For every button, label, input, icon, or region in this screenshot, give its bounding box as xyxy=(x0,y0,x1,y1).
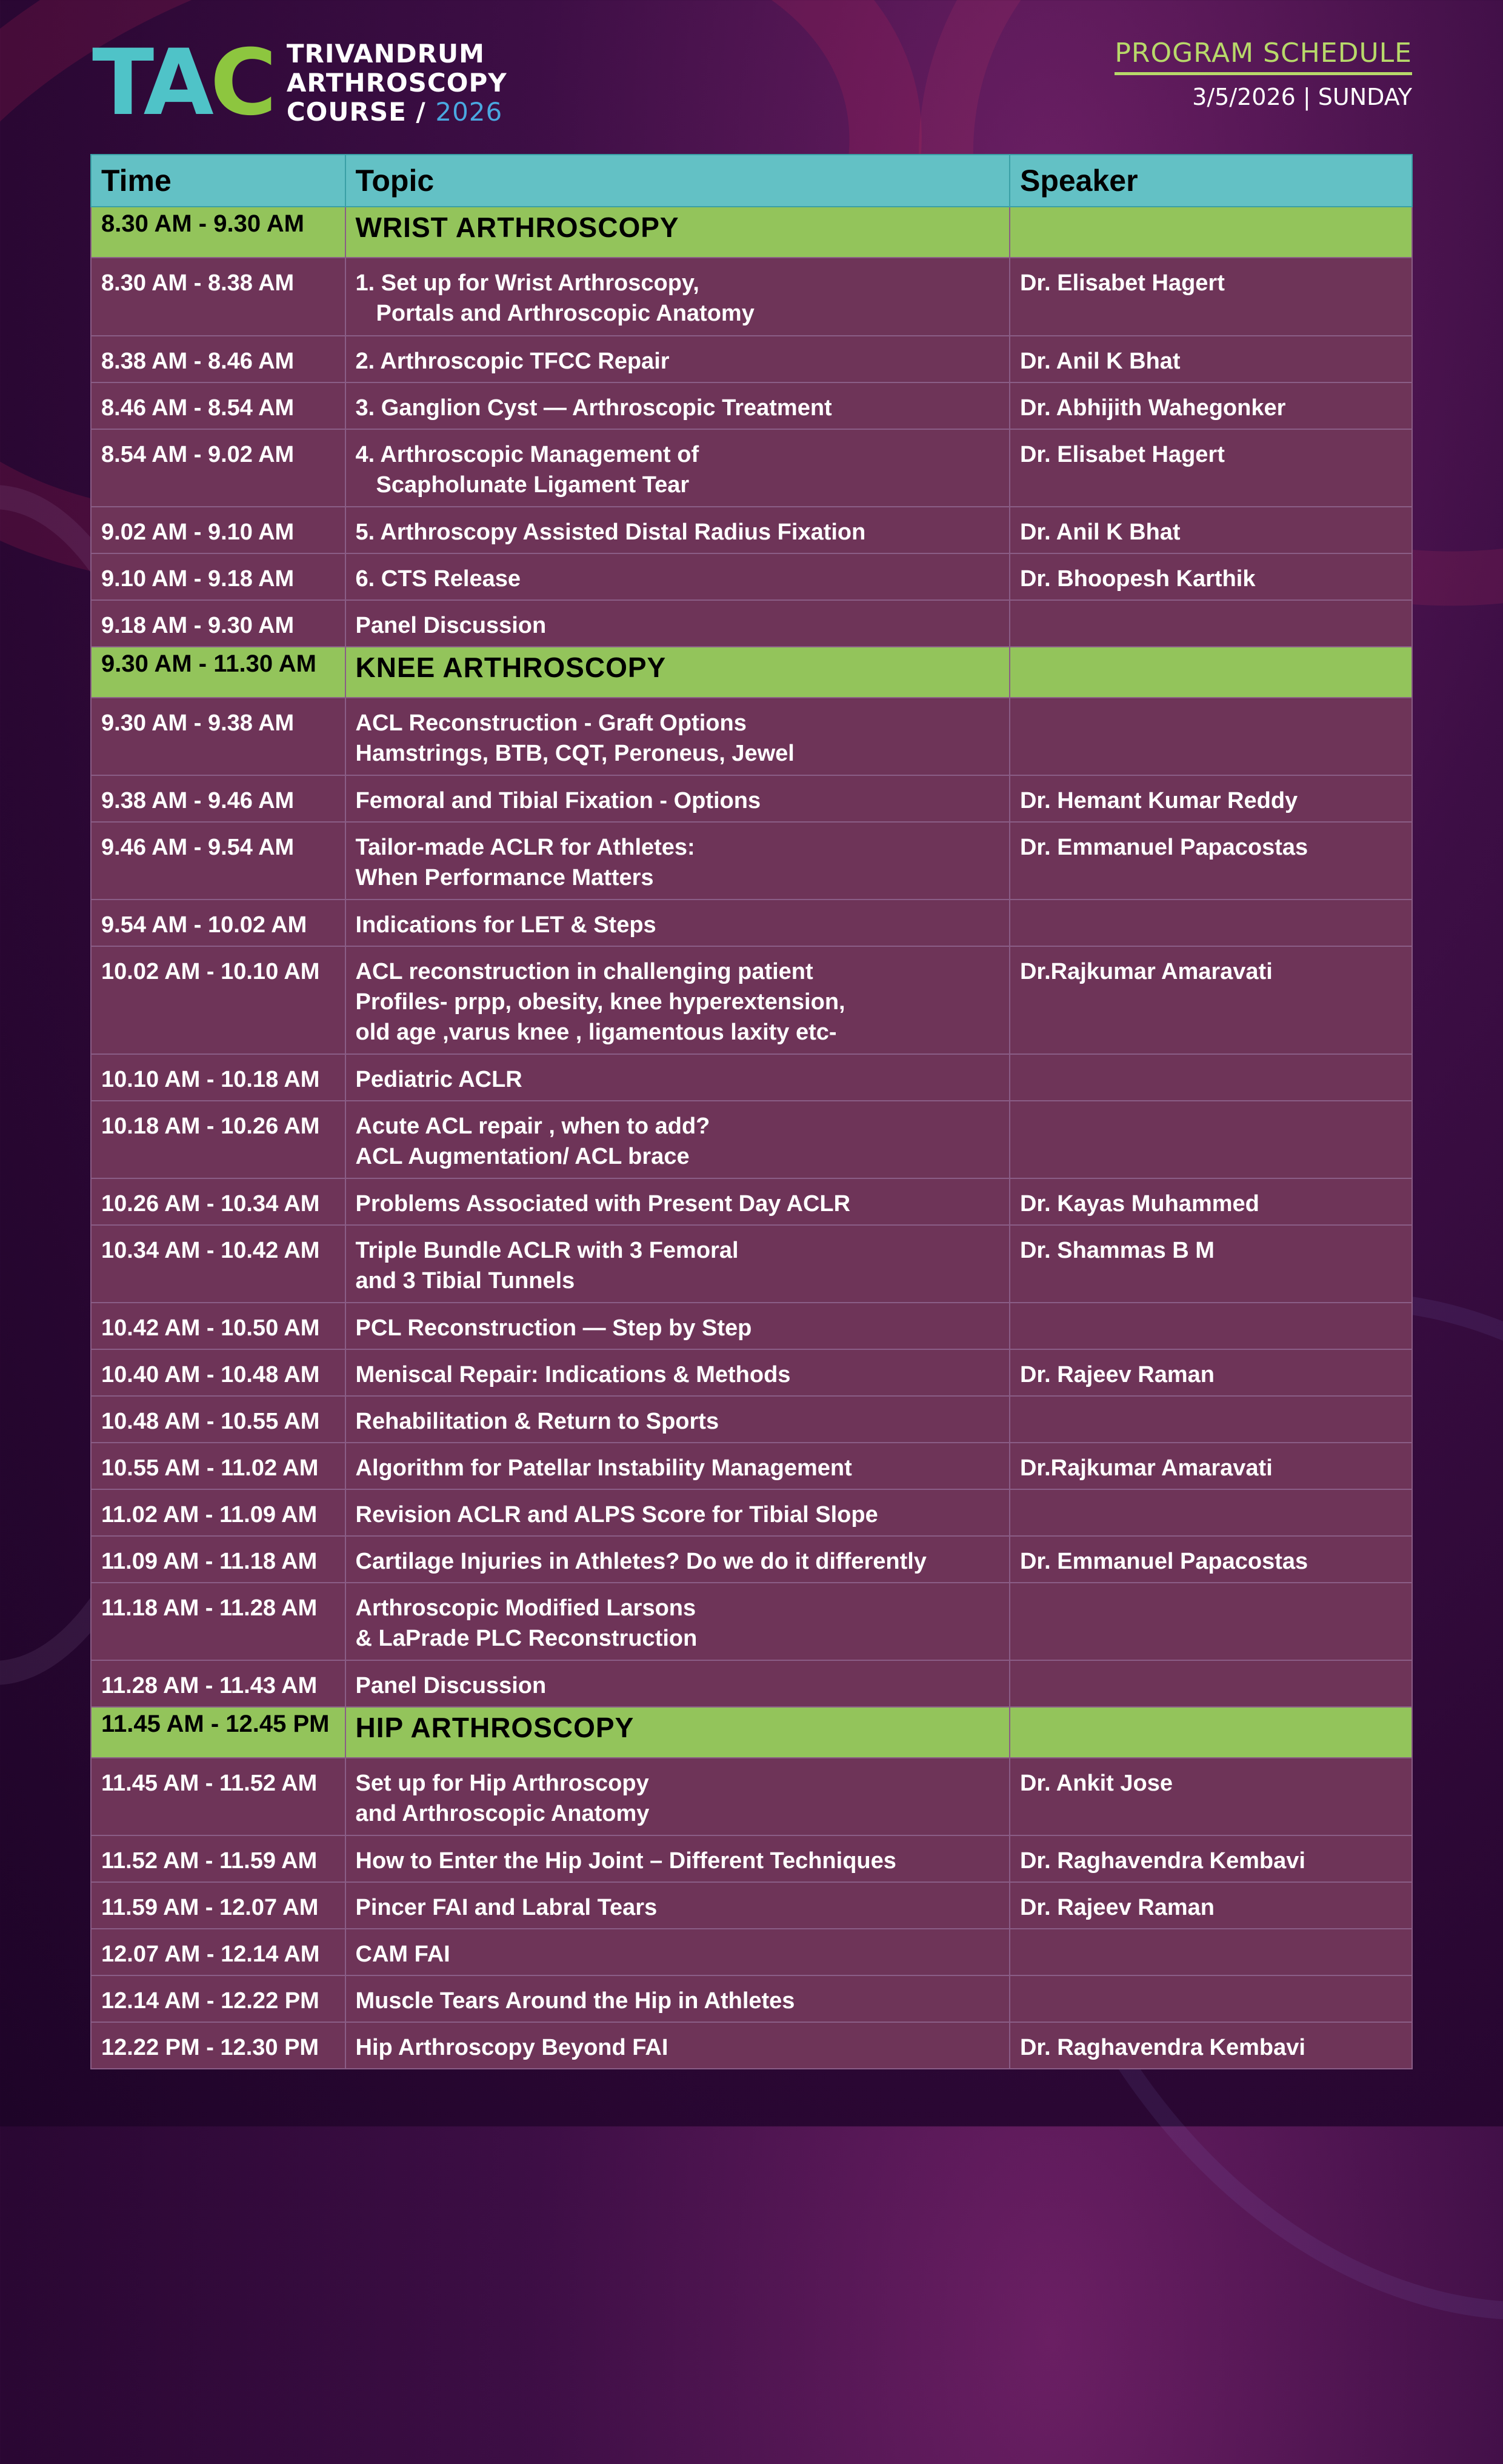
time-cell: 10.34 AM - 10.42 AM xyxy=(91,1225,345,1303)
schedule-title: PROGRAM SCHEDULE xyxy=(1115,38,1412,75)
time-cell: 8.54 AM - 9.02 AM xyxy=(91,429,345,507)
topic-cell xyxy=(345,1835,1010,1882)
topic-cell xyxy=(345,258,1010,336)
course-logo xyxy=(92,30,507,136)
topic-line: Hamstrings, BTB, CQT, Peroneus, Jewel xyxy=(355,741,795,766)
table-row xyxy=(91,1536,1412,1583)
time-cell: 11.52 AM - 11.59 AM xyxy=(91,1835,345,1882)
topic-line: 3. Ganglion Cyst — Arthroscopic Treatment xyxy=(355,395,832,421)
table-row xyxy=(91,553,1412,600)
time-cell: 12.22 PM - 12.30 PM xyxy=(91,2022,345,2069)
topic-cell xyxy=(345,1178,1010,1225)
table-row xyxy=(91,1396,1412,1443)
topic-line: Set up for Hip Arthroscopy xyxy=(355,1771,649,1796)
topic-line: ACL Augmentation/ ACL brace xyxy=(355,1144,690,1169)
table-row xyxy=(91,1225,1412,1303)
table-row xyxy=(91,1835,1412,1882)
topic-cell xyxy=(345,775,1010,822)
topic-cell xyxy=(345,1758,1010,1835)
topic-line: HIP ARTHROSCOPY xyxy=(355,1712,635,1743)
table-row xyxy=(91,1660,1412,1707)
time-cell: 11.28 AM - 11.43 AM xyxy=(91,1660,345,1707)
topic-line: How to Enter the Hip Joint – Different Techniques xyxy=(355,1848,896,1874)
time-cell: 11.45 AM - 11.52 AM xyxy=(91,1758,345,1835)
topic-line: 4. Arthroscopic Management of xyxy=(355,442,699,467)
table-row xyxy=(91,1101,1412,1178)
time-cell: 10.40 AM - 10.48 AM xyxy=(91,1349,345,1396)
time-cell: 9.30 AM - 9.38 AM xyxy=(91,698,345,775)
topic-cell xyxy=(345,1882,1010,1929)
topic-line: When Performance Matters xyxy=(355,865,654,890)
logo-mark: TAC xyxy=(92,30,273,136)
topic-line: 1. Set up for Wrist Arthroscopy, xyxy=(355,270,699,296)
topic-line: Problems Associated with Present Day ACLR xyxy=(355,1191,851,1217)
topic-line: WRIST ARTHROSCOPY xyxy=(355,212,679,243)
table-row xyxy=(91,1882,1412,1929)
column-header-topic: Topic xyxy=(345,155,1010,207)
speaker-cell: Dr. Raghavendra Kembavi xyxy=(1010,1835,1412,1882)
speaker-cell: Dr. Hemant Kumar Reddy xyxy=(1010,775,1412,822)
section-title-cell xyxy=(345,207,1010,258)
time-cell: 10.55 AM - 11.02 AM xyxy=(91,1443,345,1489)
section-row xyxy=(91,207,1412,258)
table-row xyxy=(91,258,1412,336)
topic-cell xyxy=(345,553,1010,600)
topic-line: and 3 Tibial Tunnels xyxy=(355,1268,575,1294)
topic-line: Acute ACL repair , when to add? xyxy=(355,1113,710,1139)
topic-line: old age ,varus knee , ligamentous laxity etc- xyxy=(355,1020,837,1045)
time-cell: 9.54 AM - 10.02 AM xyxy=(91,900,345,946)
table-row xyxy=(91,1975,1412,2022)
topic-cell xyxy=(345,1054,1010,1101)
table-row xyxy=(91,775,1412,822)
topic-line: Femoral and Tibial Fixation - Options xyxy=(355,788,761,813)
time-cell: 11.45 AM - 12.45 PM xyxy=(91,1707,345,1758)
topic-line: ACL Reconstruction - Graft Options xyxy=(355,710,747,736)
time-cell: 9.18 AM - 9.30 AM xyxy=(91,600,345,647)
speaker-cell: Dr. Elisabet Hagert xyxy=(1010,258,1412,336)
column-header-speaker: Speaker xyxy=(1010,155,1412,207)
speaker-cell xyxy=(1010,900,1412,946)
topic-line: Revision ACLR and ALPS Score for Tibial Slope xyxy=(355,1502,878,1527)
speaker-cell xyxy=(1010,1396,1412,1443)
time-cell: 9.38 AM - 9.46 AM xyxy=(91,775,345,822)
section-title-cell xyxy=(345,1707,1010,1758)
topic-cell xyxy=(345,1660,1010,1707)
time-cell: 8.30 AM - 9.30 AM xyxy=(91,207,345,258)
table-row xyxy=(91,1178,1412,1225)
topic-line: 5. Arthroscopy Assisted Distal Radius Fixation xyxy=(355,519,866,545)
speaker-cell xyxy=(1010,1054,1412,1101)
topic-cell xyxy=(345,600,1010,647)
time-cell: 11.09 AM - 11.18 AM xyxy=(91,1536,345,1583)
schedule-date: 3/5/2026 | SUNDAY xyxy=(1192,84,1412,110)
time-cell: 10.18 AM - 10.26 AM xyxy=(91,1101,345,1178)
time-cell: 11.02 AM - 11.09 AM xyxy=(91,1489,345,1536)
logo-year: 2026 xyxy=(435,97,503,127)
table-row xyxy=(91,2022,1412,2069)
speaker-cell: Dr. Emmanuel Papacostas xyxy=(1010,1536,1412,1583)
program-schedule-table xyxy=(90,154,1413,2069)
topic-line: Arthroscopic Modified Larsons xyxy=(355,1595,696,1621)
speaker-cell: Dr. Rajeev Raman xyxy=(1010,1349,1412,1396)
topic-line: Meniscal Repair: Indications & Methods xyxy=(355,1362,791,1387)
logo-line-1: TRIVANDRUM xyxy=(286,39,485,68)
topic-cell xyxy=(345,1225,1010,1303)
table-row xyxy=(91,336,1412,382)
topic-line: Algorithm for Patellar Instability Management xyxy=(355,1455,852,1481)
time-cell: 9.30 AM - 11.30 AM xyxy=(91,647,345,698)
speaker-cell: Dr. Bhoopesh Karthik xyxy=(1010,553,1412,600)
speaker-cell: Dr. Abhijith Wahegonker xyxy=(1010,382,1412,429)
speaker-cell: Dr. Anil K Bhat xyxy=(1010,507,1412,553)
topic-cell xyxy=(345,1489,1010,1536)
topic-cell xyxy=(345,1349,1010,1396)
speaker-cell xyxy=(1010,1583,1412,1660)
column-header-time: Time xyxy=(91,155,345,207)
time-cell: 10.48 AM - 10.55 AM xyxy=(91,1396,345,1443)
speaker-cell xyxy=(1010,1660,1412,1707)
table-row xyxy=(91,1349,1412,1396)
time-cell: 8.30 AM - 8.38 AM xyxy=(91,258,345,336)
topic-cell xyxy=(345,1303,1010,1349)
time-cell: 9.10 AM - 9.18 AM xyxy=(91,553,345,600)
topic-cell xyxy=(345,822,1010,900)
speaker-cell xyxy=(1010,1489,1412,1536)
time-cell: 11.59 AM - 12.07 AM xyxy=(91,1882,345,1929)
topic-line: Tailor-made ACLR for Athletes: xyxy=(355,835,695,860)
topic-cell xyxy=(345,507,1010,553)
speaker-cell xyxy=(1010,647,1412,698)
topic-line: & LaPrade PLC Reconstruction xyxy=(355,1626,698,1651)
topic-line: Muscle Tears Around the Hip in Athletes xyxy=(355,1988,795,2014)
speaker-cell xyxy=(1010,1975,1412,2022)
table-row xyxy=(91,1303,1412,1349)
table-row xyxy=(91,1054,1412,1101)
table-row xyxy=(91,946,1412,1054)
speaker-cell: Dr. Rajeev Raman xyxy=(1010,1882,1412,1929)
topic-cell xyxy=(345,336,1010,382)
table-row xyxy=(91,429,1412,507)
table-row xyxy=(91,382,1412,429)
speaker-cell xyxy=(1010,1707,1412,1758)
topic-line: Panel Discussion xyxy=(355,1673,547,1698)
table-row xyxy=(91,1443,1412,1489)
topic-line: Profiles- prpp, obesity, knee hyperextension, xyxy=(355,989,845,1015)
speaker-cell: Dr. Anil K Bhat xyxy=(1010,336,1412,382)
time-cell: 9.46 AM - 9.54 AM xyxy=(91,822,345,900)
time-cell: 11.18 AM - 11.28 AM xyxy=(91,1583,345,1660)
topic-line: 6. CTS Release xyxy=(355,566,521,592)
table-row xyxy=(91,1583,1412,1660)
speaker-cell xyxy=(1010,600,1412,647)
topic-cell xyxy=(345,946,1010,1054)
topic-cell xyxy=(345,1929,1010,1975)
topic-cell xyxy=(345,1536,1010,1583)
speaker-cell xyxy=(1010,698,1412,775)
table-row xyxy=(91,822,1412,900)
table-row xyxy=(91,1489,1412,1536)
topic-line: Pediatric ACLR xyxy=(355,1067,522,1092)
table-row xyxy=(91,600,1412,647)
speaker-cell: Dr.Rajkumar Amaravati xyxy=(1010,946,1412,1054)
table-row xyxy=(91,507,1412,553)
topic-cell xyxy=(345,1443,1010,1489)
time-cell: 12.14 AM - 12.22 PM xyxy=(91,1975,345,2022)
logo-text xyxy=(287,39,507,127)
topic-line: PCL Reconstruction — Step by Step xyxy=(355,1315,752,1341)
topic-line: Indications for LET & Steps xyxy=(355,912,656,938)
topic-cell xyxy=(345,1583,1010,1660)
time-cell: 10.42 AM - 10.50 AM xyxy=(91,1303,345,1349)
topic-line: Pincer FAI and Labral Tears xyxy=(355,1895,658,1920)
speaker-cell: Dr. Emmanuel Papacostas xyxy=(1010,822,1412,900)
topic-cell xyxy=(345,900,1010,946)
topic-line: and Arthroscopic Anatomy xyxy=(355,1801,650,1826)
topic-line: Portals and Arthroscopic Anatomy xyxy=(376,301,755,326)
topic-line: Hip Arthroscopy Beyond FAI xyxy=(355,2035,668,2060)
topic-cell xyxy=(345,2022,1010,2069)
time-cell: 12.07 AM - 12.14 AM xyxy=(91,1929,345,1975)
topic-line: Panel Discussion xyxy=(355,613,547,638)
speaker-cell: Dr. Ankit Jose xyxy=(1010,1758,1412,1835)
topic-line: Scapholunate Ligament Tear xyxy=(376,472,690,498)
topic-line: KNEE ARTHROSCOPY xyxy=(355,652,667,683)
table-row xyxy=(91,1929,1412,1975)
topic-cell xyxy=(345,1975,1010,2022)
speaker-cell xyxy=(1010,1929,1412,1975)
topic-line: Cartilage Injuries in Athletes? Do we do it differently xyxy=(355,1549,927,1574)
section-row xyxy=(91,1707,1412,1758)
section-row xyxy=(91,647,1412,698)
speaker-cell xyxy=(1010,207,1412,258)
speaker-cell xyxy=(1010,1101,1412,1178)
time-cell: 8.46 AM - 8.54 AM xyxy=(91,382,345,429)
time-cell: 9.02 AM - 9.10 AM xyxy=(91,507,345,553)
time-cell: 10.26 AM - 10.34 AM xyxy=(91,1178,345,1225)
speaker-cell: Dr.Rajkumar Amaravati xyxy=(1010,1443,1412,1489)
table-header-row xyxy=(91,155,1412,207)
speaker-cell: Dr. Shammas B M xyxy=(1010,1225,1412,1303)
topic-cell xyxy=(345,1396,1010,1443)
speaker-cell xyxy=(1010,1303,1412,1349)
topic-line: CAM FAI xyxy=(355,1941,450,1967)
topic-cell xyxy=(345,698,1010,775)
table-row xyxy=(91,900,1412,946)
topic-line: Rehabilitation & Return to Sports xyxy=(355,1409,719,1434)
time-cell: 10.10 AM - 10.18 AM xyxy=(91,1054,345,1101)
topic-line: ACL reconstruction in challenging patient xyxy=(355,959,813,984)
time-cell: 10.02 AM - 10.10 AM xyxy=(91,946,345,1054)
schedule-title-block xyxy=(1115,38,1412,110)
speaker-cell: Dr. Raghavendra Kembavi xyxy=(1010,2022,1412,2069)
section-title-cell xyxy=(345,647,1010,698)
speaker-cell: Dr. Kayas Muhammed xyxy=(1010,1178,1412,1225)
topic-line: 2. Arthroscopic TFCC Repair xyxy=(355,349,670,374)
topic-cell xyxy=(345,429,1010,507)
topic-cell xyxy=(345,382,1010,429)
topic-line: Triple Bundle ACLR with 3 Femoral xyxy=(355,1238,739,1263)
speaker-cell: Dr. Elisabet Hagert xyxy=(1010,429,1412,507)
table-row xyxy=(91,698,1412,775)
topic-cell xyxy=(345,1101,1010,1178)
table-row xyxy=(91,1758,1412,1835)
logo-line-2: ARTHROSCOPY xyxy=(286,68,507,98)
logo-line-3: COURSE / xyxy=(286,97,426,127)
time-cell: 8.38 AM - 8.46 AM xyxy=(91,336,345,382)
